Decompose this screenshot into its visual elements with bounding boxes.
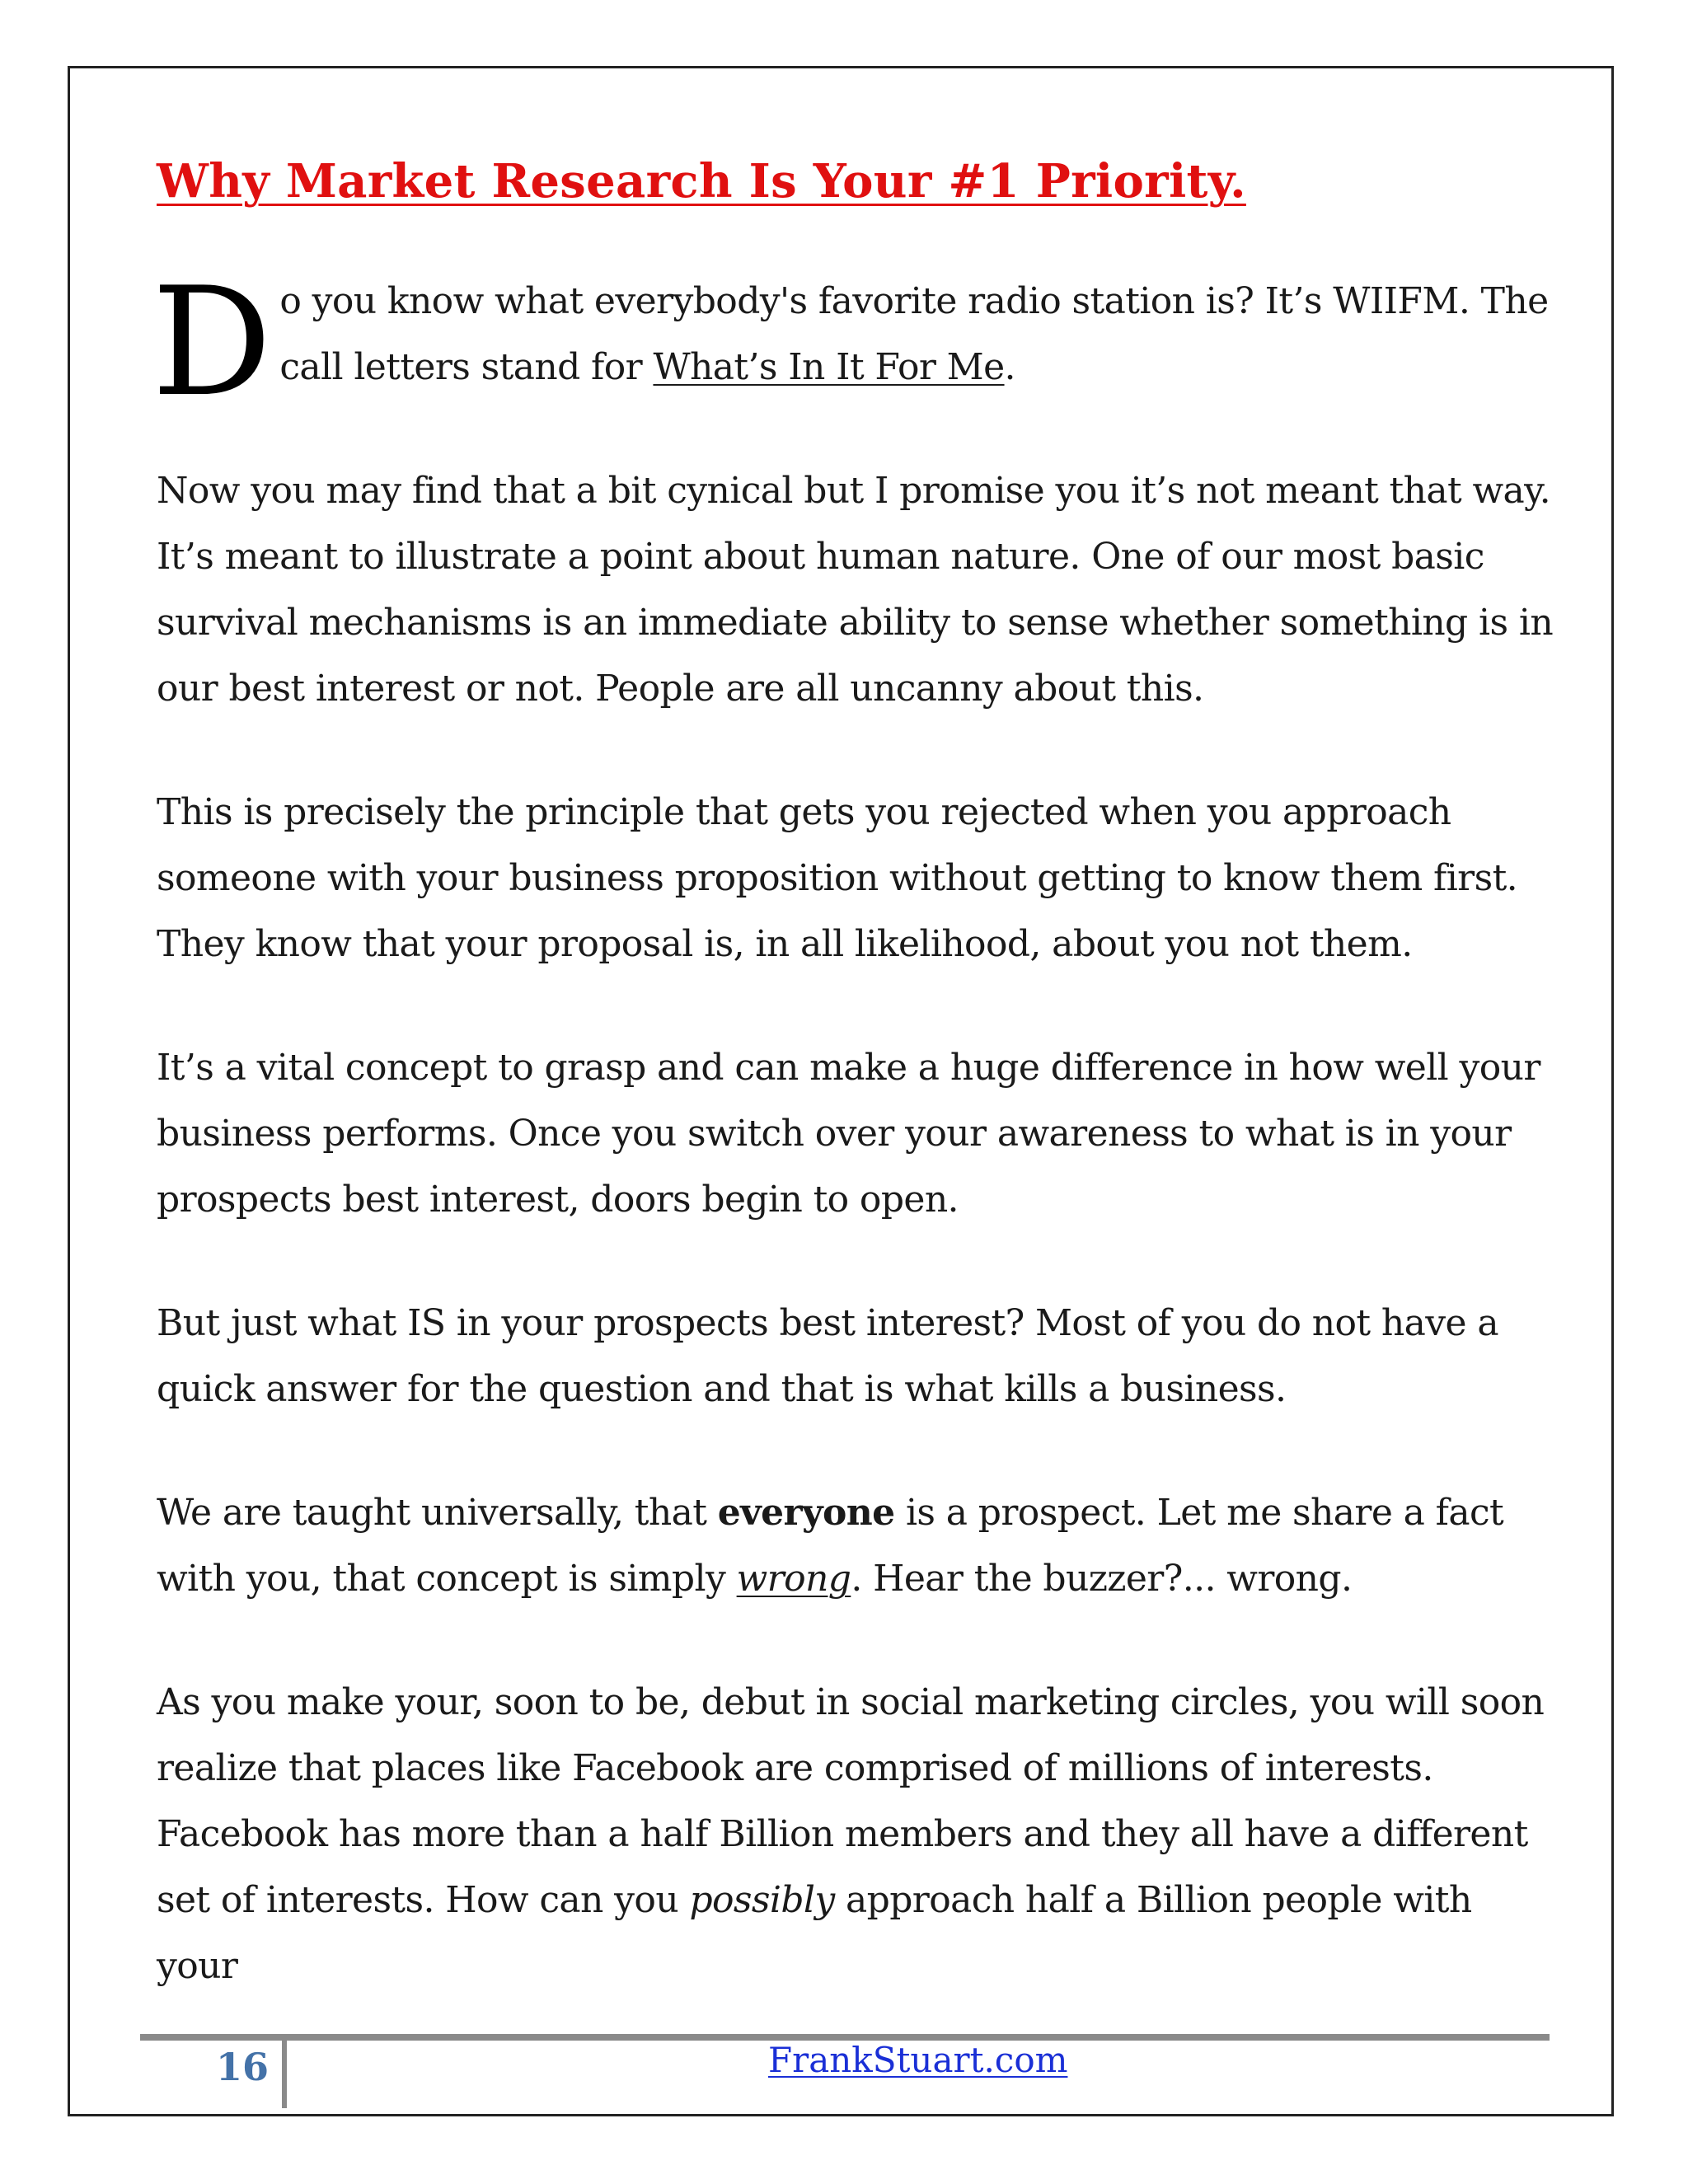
p5-text-a: We are taught universally, that [157,1492,718,1534]
intro-text-before: o you know what everybody's favorite radio station is? It’s WIIFM. The call letters stand for [279,280,1549,388]
wrong-emphasis: wrong [736,1558,851,1600]
possibly-italic: possibly [689,1879,835,1921]
paragraph-vital-concept: It’s a vital concept to grasp and can make a huge difference in how well your business performs. Once you switch over your awareness to what is in your prospects best interest, doors begin to open. [157,1047,1540,1221]
intro-text-after: . [1004,346,1015,388]
drop-cap: D [152,255,272,429]
footer-site-link[interactable]: FrankStuart.com [768,2040,1068,2080]
footer-divider [282,2041,287,2108]
paragraph-social-marketing [157,1670,1558,1999]
paragraph-human-nature: Now you may find that a bit cynical but I promise you it’s not meant that way. It’s meant to illustrate a point about human nature. One of our most basic survival mechanisms is an immediate ability to sense whether something is in our best interest or not. People are all uncanny about this. [157,470,1554,710]
page-number: 16 [216,2045,270,2089]
p5-text-b: is a prospect. Let me share a fact with you, that concept is simply [157,1492,1504,1600]
intro-paragraph [152,255,1558,429]
paragraph-rejection: This is precisely the principle that gets you rejected when you approach someone with your business proposition without getting to know them first. They know that your proposal is, in all likelihood, about you not them. [157,791,1518,965]
p6-text-a: As you make your, soon to be, debut in social marketing circles, you will soon realize that places like Facebook are comprised of millions of interests. Facebook has more than a half Billion members and they all have a different set of interests. How can you [157,1681,1545,1921]
paragraph-everyone-prospect [157,1480,1558,1612]
paragraph-best-interest: But just what IS in your prospects best interest? Most of you do not have a quick answer for the question and that is what kills a business. [157,1302,1498,1410]
page-content [152,148,1558,1999]
p6-text-b: approach half a Billion people with your [157,1879,1472,1987]
page-title: Why Market Research Is Your #1 Priority. [157,154,1246,209]
wiifm-phrase: What’s In It For Me [653,346,1005,388]
everyone-bold: everyone [717,1492,895,1534]
p5-text-c: . Hear the buzzer?... wrong. [851,1558,1353,1600]
